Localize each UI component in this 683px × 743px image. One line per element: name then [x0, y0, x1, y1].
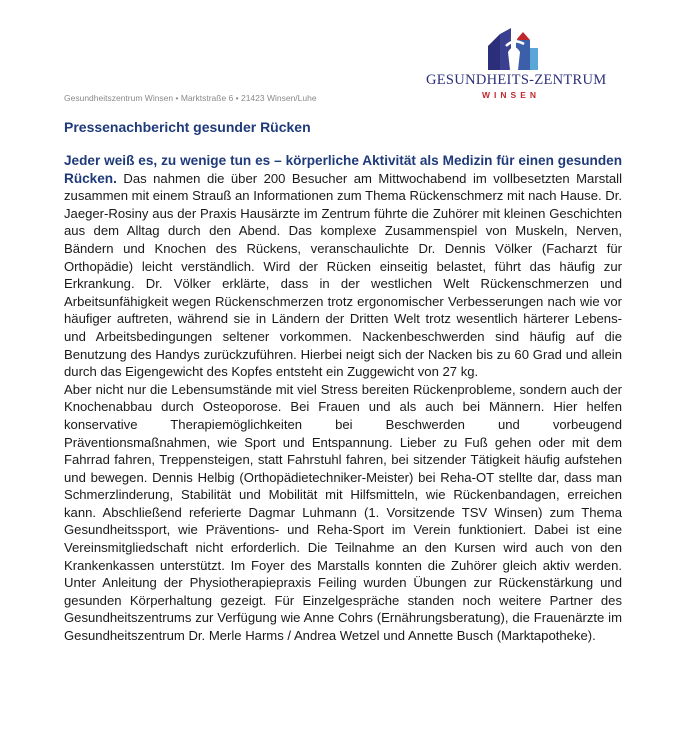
logo-title: GESUNDHEITS-ZENTRUM — [426, 72, 607, 88]
address-line: Gesundheitszentrum Winsen • Marktstraße 6 • 21423 Winsen/Luhe — [64, 93, 317, 103]
article-body — [64, 152, 622, 645]
logo-subtitle: WINSEN — [482, 90, 540, 100]
article-paragraph-2: Aber nicht nur die Lebensumstände mit viel Stress bereiten Rückenprobleme, sondern auch der Knochenabbau durch Osteoporose. Bei Frauen und als auch bei Männern. Hier helfen konservative Therapiemöglichkeiten bei Beschwerden und vorbeugend Präventionsmaßnahmen, wie Sport und Entspannung. Lieber zu Fuß gehen oder mit dem Fahrrad fahren, Treppensteigen, statt Fahrstuhl fahren, bei sitzender Tätigkeit häufig aufstehen und bewegen. Dennis Helbig (Orthopädietechniker-Meister) bei Reha-OT stellte dar, dass man Schmerzlinderung, Stabilität und Mobilität mit Hilfsmitteln, wie Rückenbandagen, erreichen kann. Abschließend referierte Dagmar Luhmann (1. Vorsitzende TSV Winsen) zum Thema Gesundheitssport, wie Präventions- und Reha-Sport im Verein funktioniert. Dabei ist eine Vereinsmitgliedschaft nicht erforderlich. Die Teilnahme an den Kursen wird auch von den Krankenkassen unterstützt. Im Foyer des Marstalls konnten die Zuhörer gleich aktiv werden. Unter Anleitung der Physiotherapiepraxis Feiling wurden Übungen zur Rückenstärkung und gesunden Körperhaltung gezeigt. Für Einzelgespräche standen noch weitere Partner des Gesundheitszentrums zur Verfügung wie Anne Cohrs (Ernährungsberatung), die Frauenärzte im Gesundheitszentrum Dr. Merle Harms / Andrea Wetzel und Annette Busch (Marktapotheke). — [64, 381, 622, 644]
article-paragraph-1: Das nahmen die über 200 Besucher am Mittwochabend im vollbesetzten Marstall zusammen mit einem Strauß an Informationen zum Thema Rückenschmerz mit nach Hause. Dr. Jaeger-Rosiny aus der Praxis Hausärzte im Zentrum führte die Zuhörer mit kleinen Geschichten aus dem Alltag durch den Abend. Das komplexe Zusammenspiel von Muskeln, Nerven, Bändern und Knochen des Rückens, veranschaulichte Dr. Dennis Völker (Facharzt für Orthopädie) leicht verständlich. Wird der Rücken einseitig belastet, führt das häufig zur Erkrankung. Dr. Völker erklärte, dass in der westlichen Welt Rückenschmerzen und Arbeitsunfähigkeit wegen Rückenschmerzen trotz ergonomischer Verbesserungen nach wie vor häufiger auftreten, während sie in Ländern der Dritten Welt trotz wesentlich härterer Lebens- und Arbeitsbedingungen seltener vorkommen. Nackenbeschwerden sind häufig auf die Benutzung des Handys zurückzuführen. Hierbei neigt sich der Nacken bis zu 60 Grad und allein durch das Eigengewicht des Kopfes entsteht ein Zuggewicht von 27 kg. — [64, 170, 622, 380]
building-figure-icon — [478, 26, 544, 70]
page-title: Pressenachbericht gesunder Rücken — [64, 119, 311, 135]
article-lead: Jeder weiß es, zu wenige tun es – körperliche Aktivität als Medizin für einen gesunden Rücken. — [64, 153, 622, 186]
logo — [426, 26, 607, 106]
